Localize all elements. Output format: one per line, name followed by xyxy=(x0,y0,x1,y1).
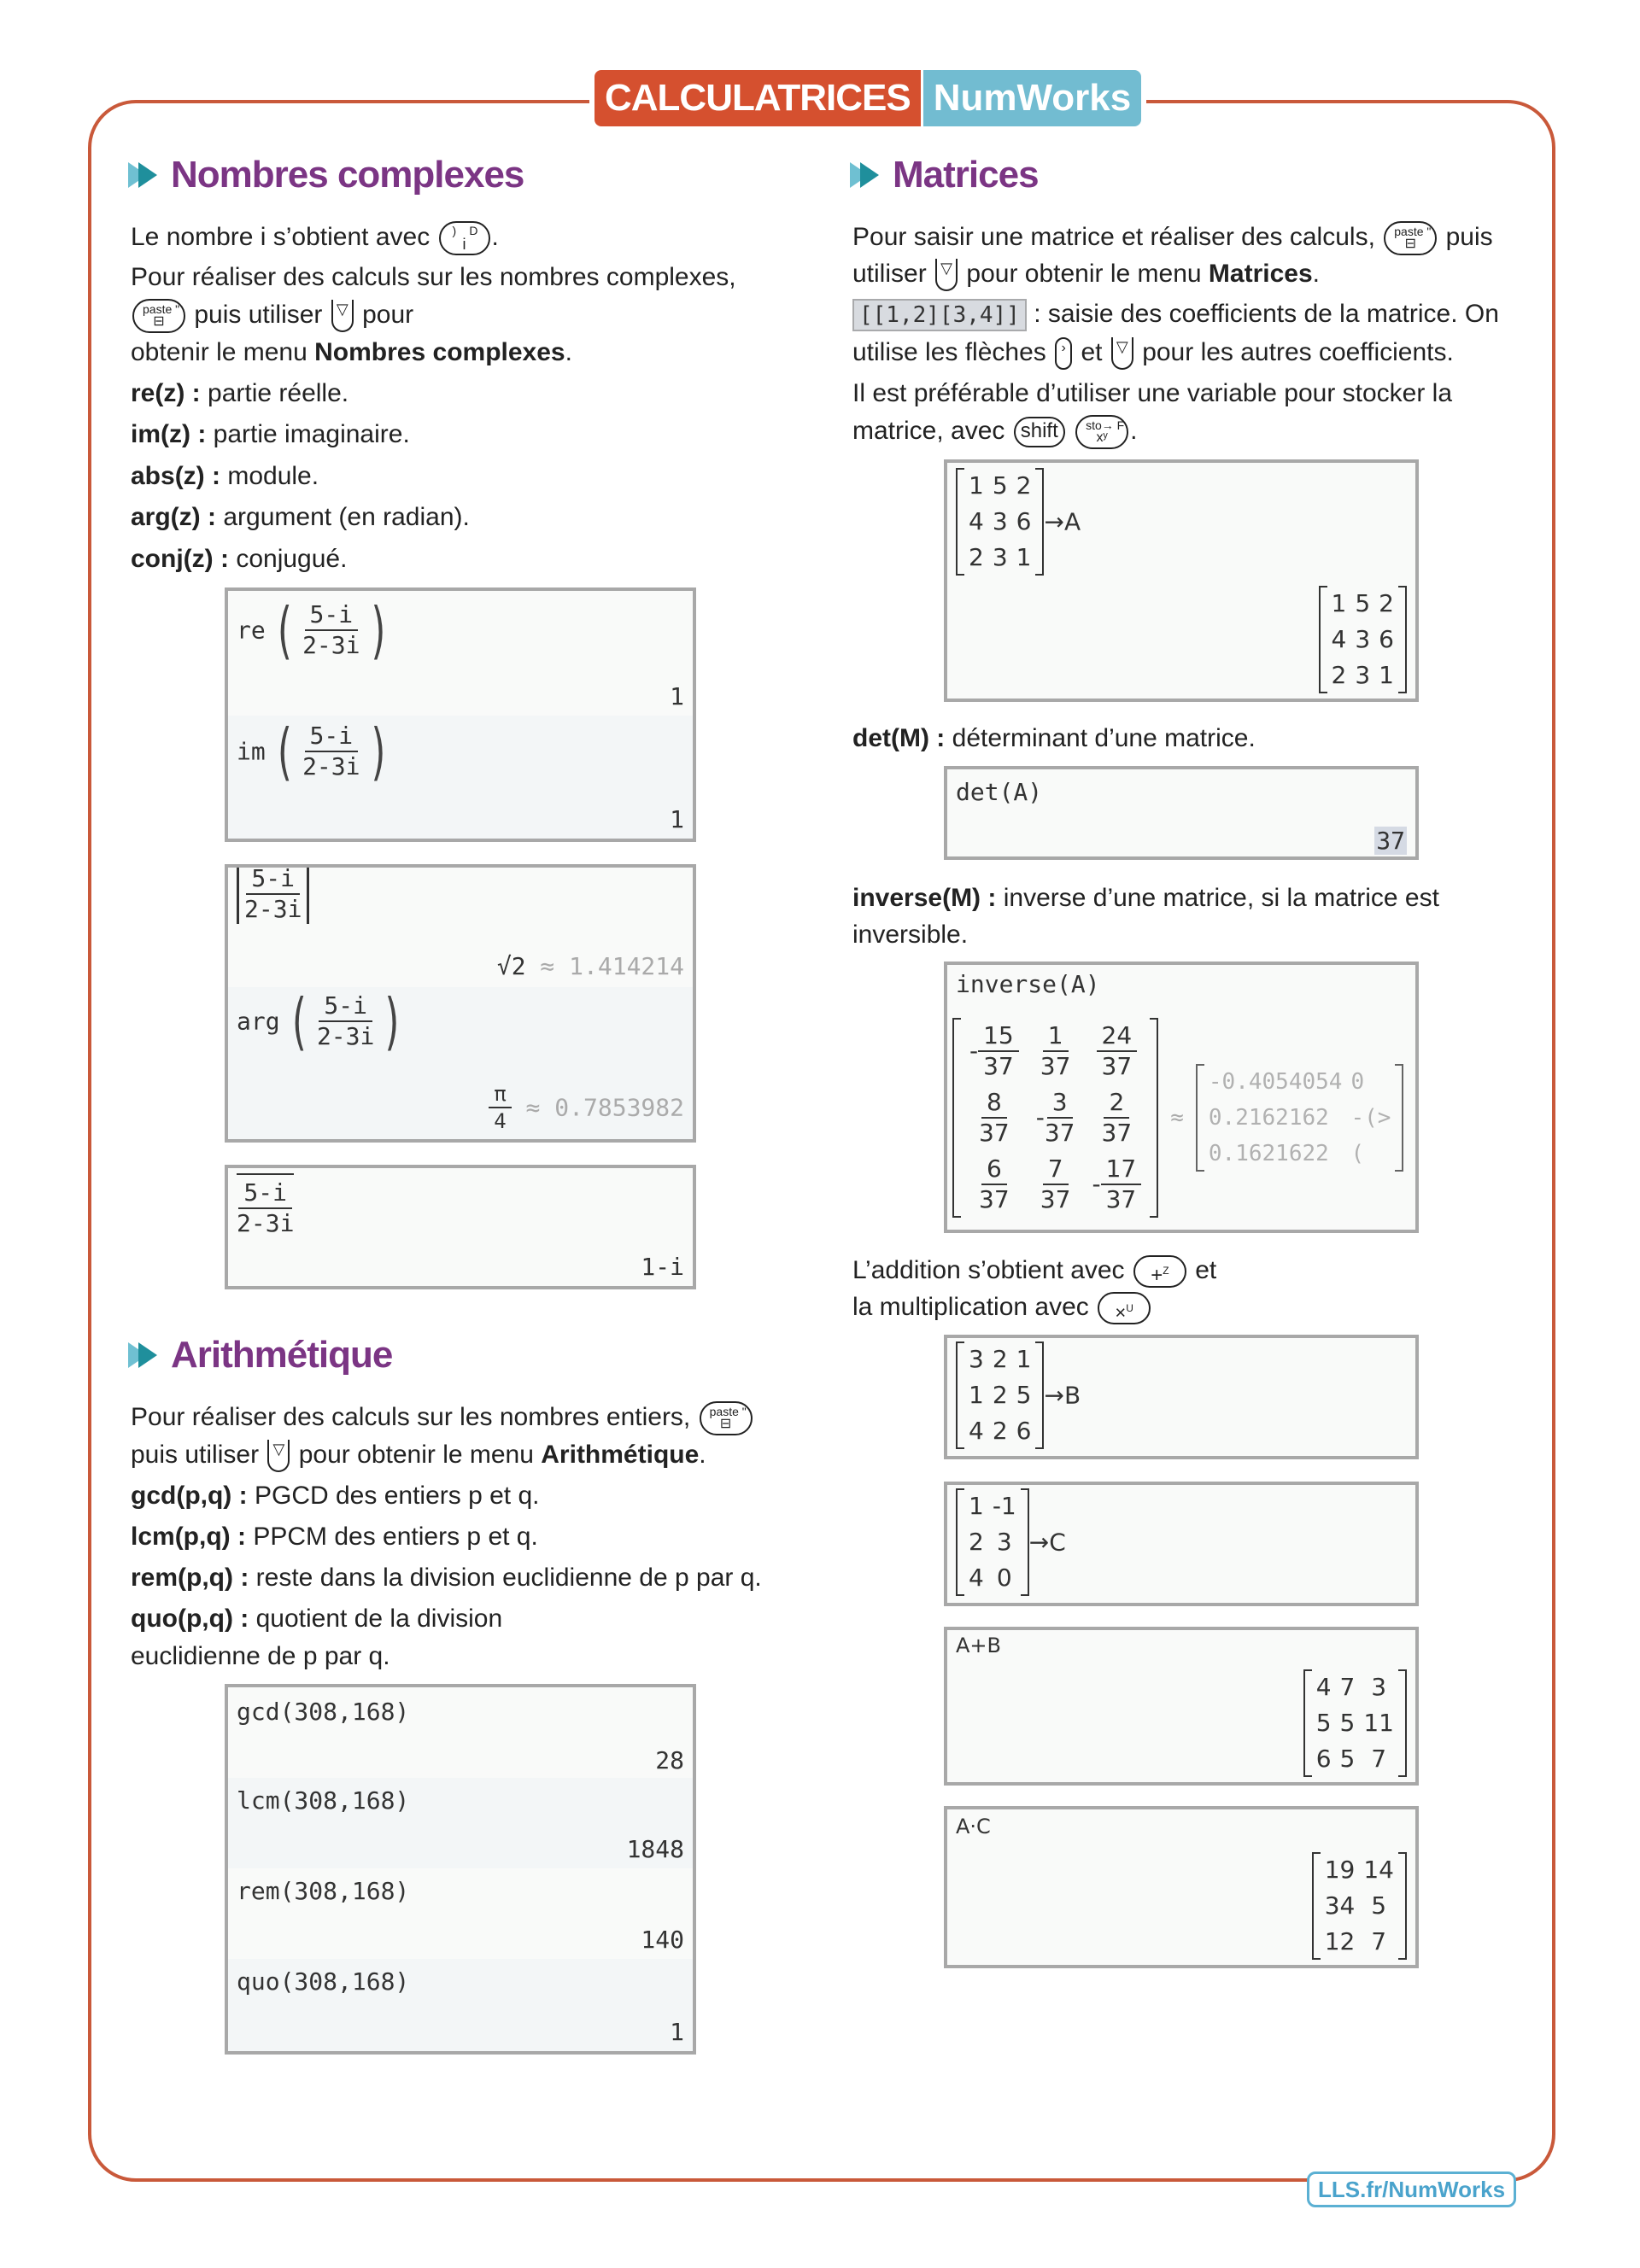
func-re xyxy=(131,375,348,412)
matrix-cell: -(> xyxy=(1350,1105,1391,1131)
exact-inverse-matrix xyxy=(952,1018,1158,1218)
key-label: paste " xyxy=(143,302,180,317)
title-text: Nombres complexes xyxy=(171,154,524,196)
text: Pour réaliser des calculs sur les nombres entiers, xyxy=(131,1403,691,1431)
matrix-cell: 0 xyxy=(1350,1069,1365,1095)
matrix-cell: 6 xyxy=(1315,1745,1332,1773)
text: utiliser xyxy=(852,260,927,288)
right-arrow-key-icon: › xyxy=(1055,337,1072,370)
matrix-cell: 6 xyxy=(1016,507,1032,535)
matrix-cell: 7 xyxy=(1339,1673,1356,1701)
matrix-cell: 7 xyxy=(1371,1745,1387,1773)
matrix-cell: $\frac{7}{37}$ xyxy=(1040,1154,1071,1213)
denominator: 2-3i xyxy=(237,1209,295,1237)
matrix-cell: 5 xyxy=(1371,1891,1387,1920)
matrix-cell: 3 xyxy=(969,1345,984,1373)
matrix-cell: 2 xyxy=(992,1417,1008,1445)
matrix-cell: 1 xyxy=(969,471,984,500)
denominator: 4 xyxy=(494,1109,507,1133)
func-quo-cont: euclidienne de p par q. xyxy=(131,1642,390,1670)
matrix-cell: 1 xyxy=(1379,661,1394,689)
matrix-template-chip: [[1,2][3,4]] xyxy=(852,299,1027,331)
denominator: 2-3i xyxy=(244,895,302,923)
matrix xyxy=(1312,1852,1407,1960)
paste-toolbox-key-icon: paste " ⊟ xyxy=(132,299,185,333)
right-bracket xyxy=(1150,1018,1158,1218)
matrix-cell: 2 xyxy=(969,543,984,571)
matrix-cell: 12 xyxy=(1324,1927,1356,1955)
numerator: π xyxy=(489,1081,511,1108)
func-name: det(M) : xyxy=(852,724,946,752)
text: . xyxy=(565,338,572,366)
denominator: 2-3i xyxy=(316,1022,375,1050)
footer-link[interactable]: LLS.fr/NumWorks xyxy=(1307,2172,1516,2207)
input-expr xyxy=(956,1488,1066,1596)
func-desc: module. xyxy=(227,462,319,490)
matrix-cell: 14 xyxy=(1363,1856,1394,1884)
input-expr: rem(308,168) xyxy=(237,1877,410,1905)
matrix-cell: 2 xyxy=(1016,471,1032,500)
result xyxy=(1319,586,1407,693)
key-main: xʸ xyxy=(1096,430,1108,446)
calc-screen-store-a xyxy=(944,459,1419,702)
func-arg xyxy=(131,499,470,536)
func-name: gcd(p,q) : xyxy=(131,1482,248,1510)
left-bracket xyxy=(956,1342,964,1449)
right-bracket xyxy=(1398,1852,1407,1960)
matrix-cell: 1 xyxy=(969,1492,984,1520)
input-expr: im ( $\frac{5-i}{2-3i}$ ) xyxy=(237,716,390,787)
shift-key-icon: shift xyxy=(1014,417,1065,447)
input-expr: lcm(308,168) xyxy=(237,1786,410,1815)
plus-key-icon xyxy=(1133,1255,1186,1288)
calc-screen-det xyxy=(944,766,1419,860)
matrix-cell: 1 xyxy=(1016,543,1032,571)
sto-xy-key-icon xyxy=(1075,415,1128,449)
text: matrice, avec xyxy=(852,417,1005,445)
matrix-cell: 2 xyxy=(1331,661,1347,689)
approx-result: ≈ 1.414214 xyxy=(540,952,684,980)
input-expr: quo(308,168) xyxy=(237,1967,410,1996)
approx-result: ≈ 0.7853982 xyxy=(525,1093,684,1122)
down-arrow-key-icon: ▽ xyxy=(331,300,354,332)
input-expr: arg ( $\frac{5-i}{2-3i}$ ) xyxy=(237,985,405,1057)
calc-screen-abs-arg xyxy=(225,864,696,1143)
left-bracket xyxy=(1303,1669,1312,1777)
approx-inverse-matrix xyxy=(1196,1064,1404,1172)
func: arg xyxy=(237,1007,280,1036)
result: 28 xyxy=(655,1746,684,1774)
matrix-cell: 5 xyxy=(992,471,1008,500)
matrix-cell: 0.1621622 xyxy=(1208,1141,1329,1166)
matrices-line4 xyxy=(852,334,1454,371)
double-chevron-icon xyxy=(128,161,162,190)
matrix-cell: 7 xyxy=(1371,1927,1387,1955)
text: pour xyxy=(362,301,414,329)
func-desc: conjugué. xyxy=(236,545,348,573)
numerator: 5-i xyxy=(246,864,300,895)
matrix-cell: - $\frac{15}{37}$ xyxy=(961,1018,1028,1084)
text: puis xyxy=(1445,223,1493,251)
matrix-cell: - $\frac{17}{37}$ xyxy=(1084,1151,1151,1218)
input-expr: det(A) xyxy=(956,778,1043,806)
addition-line xyxy=(852,1252,1216,1289)
matrix-cell: $\frac{1}{37}$ xyxy=(1040,1021,1071,1080)
result xyxy=(1312,1852,1407,1960)
calc-screen-store-c xyxy=(944,1482,1419,1606)
matrix-cell: 2 xyxy=(1379,589,1394,617)
key-main: × xyxy=(1115,1301,1127,1324)
complexes-line4 xyxy=(131,334,572,371)
matrices-line2 xyxy=(852,255,1320,293)
matrix xyxy=(956,468,1044,576)
matrix-cell: 6 xyxy=(1016,1417,1032,1445)
matrix-cell: $\frac{24}{37}$ xyxy=(1084,1018,1151,1084)
key-label: paste " xyxy=(709,1405,747,1419)
func-name: re(z) : xyxy=(131,379,201,407)
text: . xyxy=(699,1441,706,1469)
matrix-cell: 3 xyxy=(1355,625,1371,653)
matrix-cell: 5 xyxy=(1355,589,1371,617)
matrix-cell: 4 xyxy=(1331,625,1347,653)
matrix-cell: 1 xyxy=(969,1381,984,1409)
func-rem xyxy=(131,1559,762,1597)
func-desc: partie réelle. xyxy=(208,379,349,407)
right-bracket xyxy=(1398,1669,1407,1777)
matrix-cell: 2 xyxy=(969,1528,984,1556)
matrix xyxy=(1319,586,1407,693)
func-name: quo(p,q) : xyxy=(131,1605,249,1633)
header-numworks: NumWorks xyxy=(923,70,1141,126)
complexes-line1 xyxy=(131,219,499,256)
func: re xyxy=(237,616,266,645)
input-expr xyxy=(956,1342,1081,1449)
matrix-cell: $\frac{2}{37}$ xyxy=(1101,1088,1133,1147)
text: la multiplication avec xyxy=(852,1293,1089,1321)
text: pour les autres coefficients. xyxy=(1142,338,1454,366)
matrix-cell: 1 xyxy=(1016,1345,1032,1373)
result xyxy=(952,1018,1403,1218)
left-bracket xyxy=(956,1488,964,1596)
numerator: 5-i xyxy=(305,600,359,631)
matrix-cell: 5 xyxy=(1016,1381,1032,1409)
history-row xyxy=(228,1687,693,1778)
text: et xyxy=(1081,338,1103,366)
matrix-cell: 0 xyxy=(996,1564,1012,1592)
func-desc: quotient de la division xyxy=(255,1605,503,1633)
text: puis utiliser xyxy=(194,301,323,329)
menu-name: Matrices xyxy=(1208,260,1313,288)
result xyxy=(489,1081,684,1134)
key-main: + xyxy=(1151,1264,1163,1288)
store-target: →B xyxy=(1044,1381,1081,1410)
section-title-complexes xyxy=(128,154,524,196)
complexes-line2: Pour réaliser des calculs sur les nombres complexes, xyxy=(131,263,736,291)
func-desc: reste dans la division euclidienne de p par q. xyxy=(255,1564,762,1592)
func-desc: PPCM des entiers p et q. xyxy=(253,1523,538,1551)
matrix-cell: -1 xyxy=(992,1492,1016,1520)
key-label: paste " xyxy=(1394,225,1432,239)
text: pour obtenir le menu xyxy=(966,260,1202,288)
matrix-cell: 4 xyxy=(969,1417,984,1445)
text: . xyxy=(1312,260,1320,288)
history-row xyxy=(228,864,693,987)
matrix-cell: 3 xyxy=(992,507,1008,535)
paste-toolbox-key-icon: paste " ⊟ xyxy=(700,1401,753,1435)
func-name: inverse(M) : xyxy=(852,884,997,912)
double-chevron-icon xyxy=(850,161,884,190)
left-bracket xyxy=(956,468,964,576)
result: 1 xyxy=(670,805,684,833)
func-desc: inverse d’une matrice, si la matrice est xyxy=(1003,884,1439,912)
selected-result: 37 xyxy=(1376,827,1405,855)
history-row xyxy=(228,1959,693,2051)
history-row xyxy=(228,591,693,716)
func-name: im(z) : xyxy=(131,420,207,448)
func-conj xyxy=(131,541,347,578)
store-target: →C xyxy=(1028,1528,1066,1557)
calc-screen-conj xyxy=(225,1165,696,1289)
matrix-cell: 3 xyxy=(996,1528,1012,1556)
arith-line1 xyxy=(131,1399,754,1436)
func-name: lcm(p,q) : xyxy=(131,1523,246,1551)
history-row xyxy=(228,1868,693,1959)
down-arrow-key-icon: ▽ xyxy=(267,1440,290,1472)
key-sub: ) xyxy=(452,224,457,238)
input-expr xyxy=(237,1173,294,1238)
key-sub: sto→ F xyxy=(1086,418,1125,433)
matrix-cell: 2 xyxy=(992,1381,1008,1409)
matrices-line3 xyxy=(852,295,1499,333)
func-name: conj(z) : xyxy=(131,545,229,573)
func-inverse xyxy=(852,880,1439,917)
matrix-cell: $\frac{6}{37}$ xyxy=(979,1154,1010,1213)
func-desc: argument (en radian). xyxy=(223,503,470,531)
arith-line2 xyxy=(131,1436,706,1474)
denominator: 2-3i xyxy=(302,752,360,780)
text: . xyxy=(1130,417,1138,445)
history-row xyxy=(228,1778,693,1868)
text: puis utiliser xyxy=(131,1441,260,1469)
text: pour obtenir le menu xyxy=(298,1441,534,1469)
matrices-line5: Il est préférable d’utiliser une variable pour stocker la xyxy=(852,379,1453,407)
input-expr: gcd(308,168) xyxy=(237,1698,410,1726)
right-bracket xyxy=(1398,586,1407,693)
result xyxy=(1303,1669,1407,1777)
section-title-matrices xyxy=(850,154,1039,196)
result: 1 xyxy=(670,682,684,710)
matrix-cell: 34 xyxy=(1324,1891,1356,1920)
input-expr xyxy=(237,864,309,924)
page-header xyxy=(589,70,1146,126)
func-gcd xyxy=(131,1477,539,1515)
i-key-icon xyxy=(439,221,490,255)
title-text: Matrices xyxy=(893,154,1039,196)
calc-screen-arith xyxy=(225,1684,696,2055)
matrix xyxy=(956,1342,1044,1449)
text: L’addition s’obtient avec xyxy=(852,1256,1125,1284)
matrix-cell: 11 xyxy=(1363,1709,1394,1737)
menu-name: Arithmétique xyxy=(541,1441,700,1469)
matrix xyxy=(956,1488,1029,1596)
title-text: Arithmétique xyxy=(171,1334,393,1376)
func-det xyxy=(852,720,1256,757)
multiplication-line xyxy=(852,1289,1152,1326)
text: . xyxy=(491,223,499,251)
result: 1 xyxy=(670,2018,684,2046)
matrix-cell: 3 xyxy=(1371,1673,1387,1701)
right-bracket xyxy=(1021,1488,1029,1596)
func-name: arg(z) : xyxy=(131,503,216,531)
matrix-cell: 0.2162162 xyxy=(1208,1105,1329,1131)
approx-sign: ≈ xyxy=(1170,1105,1184,1131)
text: Pour saisir une matrice et réaliser des calculs, xyxy=(852,223,1375,251)
double-chevron-icon xyxy=(128,1341,162,1370)
matrix-cell: 1 xyxy=(1331,589,1347,617)
text: utilise les flèches xyxy=(852,338,1046,366)
matrix-cell: ( xyxy=(1350,1141,1365,1166)
text: Le nombre i s’obtient avec xyxy=(131,223,430,251)
matrix-cell: $\frac{8}{37}$ xyxy=(979,1088,1010,1147)
func-lcm xyxy=(131,1518,538,1556)
calc-screen-product xyxy=(944,1806,1419,1968)
matrices-line6 xyxy=(852,412,1137,450)
history-row xyxy=(228,987,693,1139)
numerator: 5-i xyxy=(305,722,359,752)
section-title-arith xyxy=(128,1334,392,1377)
key-sub: U xyxy=(1126,1302,1133,1315)
denominator: 2-3i xyxy=(302,631,360,659)
complexes-line3 xyxy=(131,296,413,334)
input-expr: re ( $\frac{5-i}{2-3i}$ ) xyxy=(237,594,390,666)
numerator: 5-i xyxy=(319,991,372,1022)
left-bracket xyxy=(1312,1852,1321,1960)
func-im xyxy=(131,416,410,453)
matrix-cell: - $\frac{3}{37}$ xyxy=(1035,1088,1075,1147)
matrix-cell: 5 xyxy=(1315,1709,1332,1737)
func-name: rem(p,q) : xyxy=(131,1564,249,1592)
func-name: abs(z) : xyxy=(131,462,220,490)
numerator: 5-i xyxy=(238,1178,292,1209)
left-bracket xyxy=(952,1018,961,1218)
history-row xyxy=(228,716,693,839)
text: et xyxy=(1195,1256,1217,1284)
matrix-cell: 5 xyxy=(1339,1745,1356,1773)
text: obtenir le menu xyxy=(131,338,308,366)
matrix-cell: 3 xyxy=(992,543,1008,571)
menu-name: Nombres complexes xyxy=(314,338,565,366)
exact-result: √2 xyxy=(496,952,526,980)
matrix-cell: 19 xyxy=(1324,1856,1356,1884)
key-sub: Z xyxy=(1163,1265,1169,1277)
input-expr xyxy=(956,468,1081,576)
times-key-icon xyxy=(1098,1292,1151,1324)
func-desc: déterminant d’une matrice. xyxy=(952,724,1256,752)
matrix-cell: -0.4054054 xyxy=(1208,1069,1343,1095)
input-expr: inverse(A) xyxy=(956,970,1100,998)
func-quo xyxy=(131,1600,502,1638)
matrix-cell: 3 xyxy=(1355,661,1371,689)
header-calculatrices: CALCULATRICES xyxy=(594,70,921,126)
matrix-cell: 4 xyxy=(969,507,984,535)
right-bracket xyxy=(1035,1342,1044,1449)
input-expr: A·C xyxy=(956,1815,991,1838)
func-abs xyxy=(131,458,319,495)
matrix-cell: 5 xyxy=(1339,1709,1356,1737)
matrix-cell: 4 xyxy=(1315,1673,1332,1701)
result xyxy=(497,952,684,980)
func-inverse-cont: inversible. xyxy=(852,921,969,949)
calc-screen-re-im xyxy=(225,587,696,842)
result: 140 xyxy=(641,1926,684,1954)
right-bracket xyxy=(1395,1064,1403,1172)
left-bracket xyxy=(1196,1064,1204,1172)
paste-toolbox-key-icon: paste " ⊟ xyxy=(1384,221,1437,255)
left-bracket xyxy=(1319,586,1327,693)
calc-screen-inverse xyxy=(944,962,1419,1233)
matrix-cell: 2 xyxy=(992,1345,1008,1373)
text: : saisie des coefficients de la matrice. On xyxy=(1034,300,1499,328)
func-desc: PGCD des entiers p et q. xyxy=(254,1482,540,1510)
func: im xyxy=(237,737,266,766)
result: 1-i xyxy=(641,1253,684,1281)
store-target: →A xyxy=(1044,507,1081,536)
input-expr: A+B xyxy=(956,1634,1001,1657)
down-arrow-key-icon: ▽ xyxy=(1111,337,1133,370)
key-main: i xyxy=(462,236,466,254)
down-arrow-key-icon: ▽ xyxy=(935,259,958,291)
right-bracket xyxy=(1035,468,1044,576)
func-desc: partie imaginaire. xyxy=(213,420,410,448)
calc-screen-sum xyxy=(944,1627,1419,1786)
matrix-cell: 4 xyxy=(969,1564,984,1592)
matrix-cell: 6 xyxy=(1379,625,1394,653)
result: 1848 xyxy=(626,1835,684,1863)
key-sub: D xyxy=(469,224,478,238)
matrices-line1 xyxy=(852,219,1493,256)
calc-screen-store-b xyxy=(944,1335,1419,1459)
matrix xyxy=(1303,1669,1407,1777)
result xyxy=(1374,827,1407,855)
